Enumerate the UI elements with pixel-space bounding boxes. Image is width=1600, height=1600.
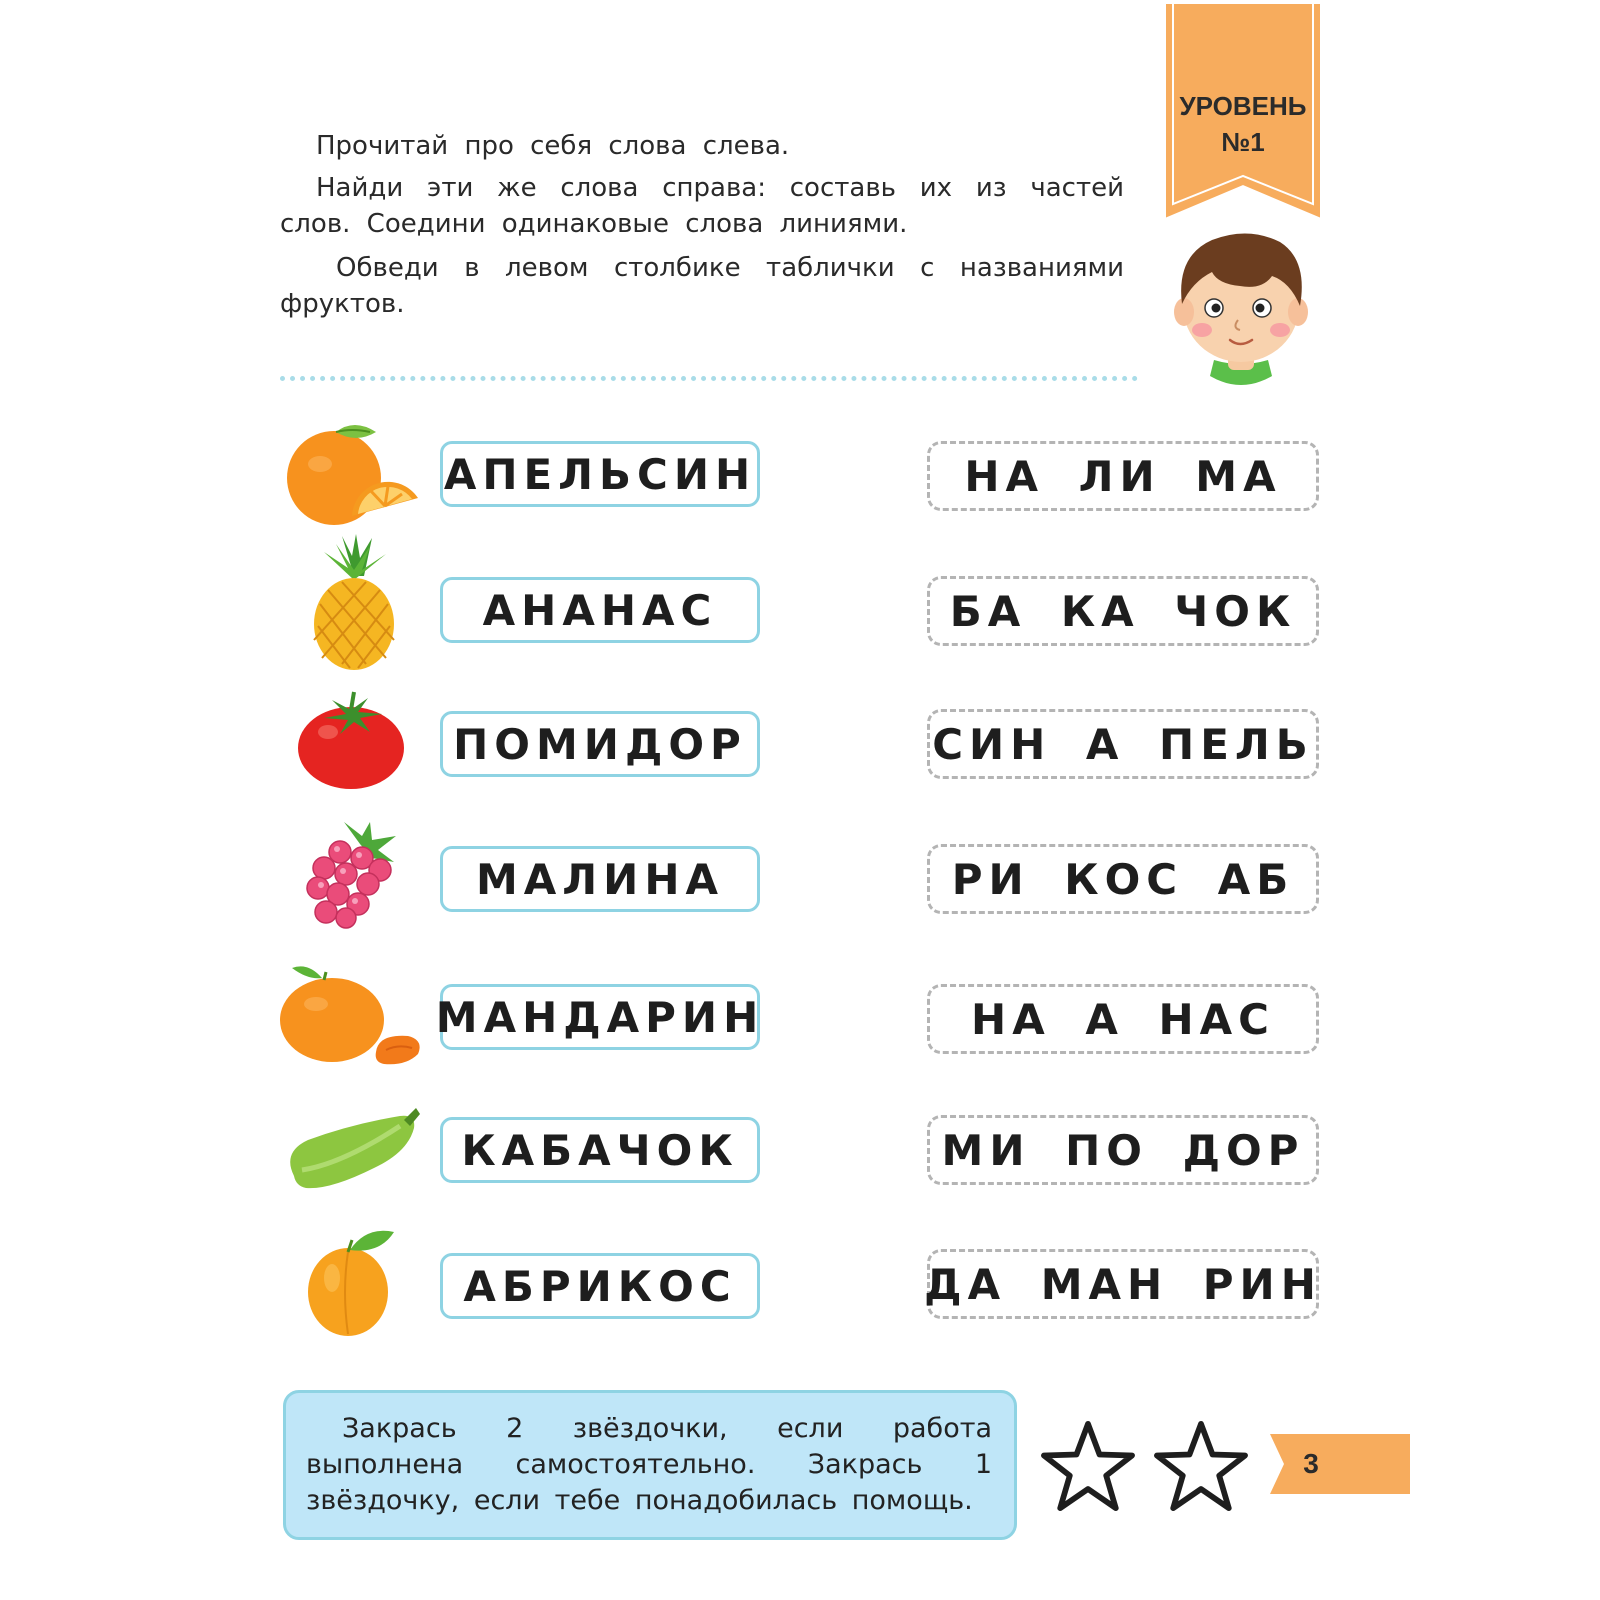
- syllable-box[interactable]: ДА МАН РИН: [927, 1249, 1319, 1319]
- zucchini-icon: [282, 1106, 422, 1194]
- star-icon[interactable]: [1040, 1420, 1136, 1512]
- syllable-box[interactable]: БА КА ЧОК: [927, 576, 1319, 646]
- boy-icon: [1172, 226, 1310, 386]
- instruction-2: Найди эти же слова справа: составь их из частей слов. Соедини одинаковые слова линиями.: [280, 173, 1124, 239]
- syllable-box[interactable]: РИ КОС АБ: [927, 844, 1319, 914]
- syllable-box[interactable]: СИН А ПЕЛЬ: [927, 709, 1319, 779]
- syllable-box[interactable]: НА А НАС: [927, 984, 1319, 1054]
- word-box-raspberry[interactable]: МАЛИНА: [440, 846, 760, 912]
- word-box-pineapple[interactable]: АНАНАС: [440, 577, 760, 643]
- star-icon[interactable]: [1153, 1420, 1249, 1512]
- word-box-apricot[interactable]: АБРИКОС: [440, 1253, 760, 1319]
- raspberry-icon: [304, 822, 400, 930]
- instruction-3: Обведи в левом столбике таблички с названиями фруктов.: [280, 253, 1124, 319]
- pineapple-icon: [306, 534, 402, 672]
- syllable-box[interactable]: МИ ПО ДОР: [927, 1115, 1319, 1185]
- orange-icon: [284, 420, 422, 530]
- word-box-tomato[interactable]: ПОМИДОР: [440, 711, 760, 777]
- self-assessment-note: Закрась 2 звёздочки, если работа выполнена самостоятельно. Закрась 1 звёздочку, если тебе понадобилась помощь.: [283, 1390, 1017, 1540]
- instruction-1: Прочитай про себя слова слева.: [316, 131, 790, 161]
- tangerine-icon: [278, 960, 424, 1068]
- word-box-zucchini[interactable]: КАБАЧОК: [440, 1117, 760, 1183]
- level-title: УРОВЕНЬ: [1179, 91, 1307, 121]
- tomato-icon: [296, 690, 406, 790]
- level-label: [1165, 88, 1321, 160]
- word-box-tangerine[interactable]: МАНДАРИН: [440, 984, 760, 1050]
- syllable-box[interactable]: НА ЛИ МА: [927, 441, 1319, 511]
- apricot-icon: [306, 1222, 398, 1338]
- word-box-orange[interactable]: АПЕЛЬСИН: [440, 441, 760, 507]
- page-number-tab: [1270, 1434, 1410, 1494]
- level-number: №1: [1221, 127, 1265, 157]
- page-number: 3: [1303, 1448, 1319, 1479]
- dotted-divider: [280, 376, 1138, 381]
